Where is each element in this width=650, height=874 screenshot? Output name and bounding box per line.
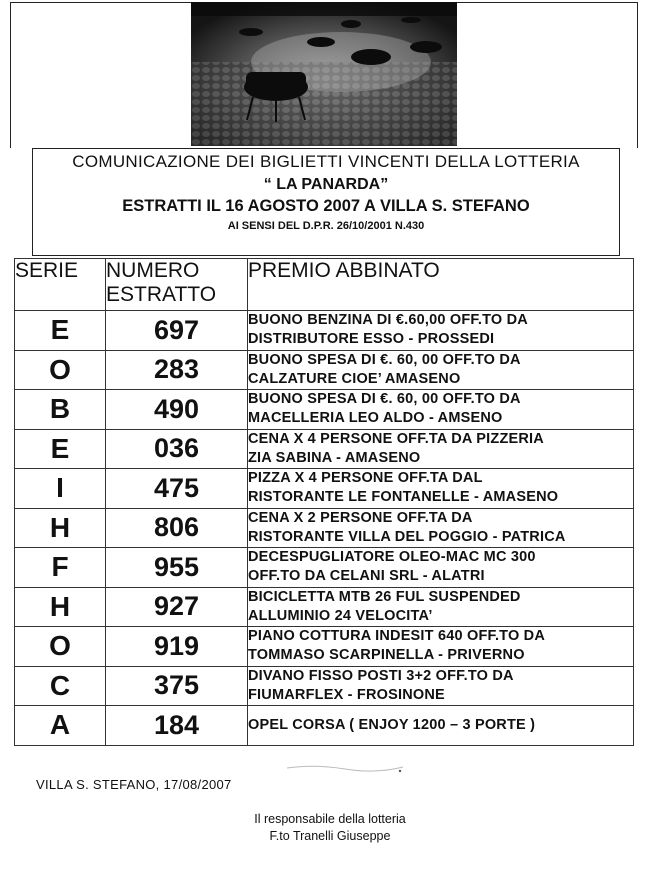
premio-cell <box>248 587 634 627</box>
premio-line: RISTORANTE VILLA DEL POGGIO - PATRICA <box>248 528 566 545</box>
lottery-name: “ LA PANARDA” <box>263 176 389 193</box>
numero-cell: 919 <box>106 627 248 667</box>
premio-line: ALLUMINIO 24 VELOCITA’ <box>248 607 433 624</box>
column-header-numero-text: NUMERO ESTRATTO <box>106 259 217 306</box>
serie-cell: E <box>15 311 106 351</box>
premio-line: BICICLETTA MTB 26 FUL SUSPENDED <box>248 588 521 605</box>
cauldrons-photo <box>191 2 457 146</box>
numero-cell: 475 <box>106 469 248 509</box>
legal-reference: AI SENSI DEL D.P.R. 26/10/2001 N.430 <box>227 220 425 232</box>
premio-line: OPEL CORSA ( ENJOY 1200 – 3 PORTE ) <box>248 716 536 733</box>
table-row <box>15 429 634 469</box>
numero-cell: 036 <box>106 429 248 469</box>
footer-date: VILLA S. STEFANO, 17/08/2007 <box>36 777 232 792</box>
table-row <box>15 311 634 351</box>
premio-cell <box>248 350 634 390</box>
premio-line: BUONO SPESA DI €. 60, 00 OFF.TO DA <box>248 391 521 408</box>
premio-line: MACELLERIA LEO ALDO - AMSENO <box>248 410 503 427</box>
announcement-header <box>32 148 620 256</box>
premio-cell <box>248 311 634 351</box>
numero-cell: 697 <box>106 311 248 351</box>
serie-cell: H <box>15 508 106 548</box>
premio-line: DIVANO FISSO POSTI 3+2 OFF.TO DA <box>248 667 514 684</box>
premio-line: BUONO BENZINA DI €.60,00 OFF.TO DA <box>248 312 528 329</box>
numero-cell: 927 <box>106 587 248 627</box>
premio-cell <box>248 429 634 469</box>
numero-cell: 375 <box>106 666 248 706</box>
numero-cell: 283 <box>106 350 248 390</box>
premio-line: OFF.TO DA CELANI SRL - ALATRI <box>248 568 485 585</box>
table-row <box>15 627 634 667</box>
winning-tickets-table <box>14 258 634 746</box>
premio-cell <box>248 706 634 746</box>
premio-cell <box>248 627 634 667</box>
premio-line: DECESPUGLIATORE OLEO-MAC MC 300 <box>248 549 536 566</box>
premio-cell <box>248 390 634 430</box>
responsible-signature <box>0 811 650 845</box>
serie-cell: A <box>15 706 106 746</box>
column-header-numero <box>106 259 248 311</box>
serie-cell: H <box>15 587 106 627</box>
responsible-title: Il responsabile della lotteria <box>254 812 406 826</box>
table-row <box>15 390 634 430</box>
premio-line: BUONO SPESA DI €. 60, 00 OFF.TO DA <box>248 351 521 368</box>
serie-cell: E <box>15 429 106 469</box>
numero-cell: 806 <box>106 508 248 548</box>
premio-line: CENA X 4 PERSONE OFF.TA DA PIZZERIA <box>248 430 544 447</box>
premio-cell <box>248 666 634 706</box>
table-row <box>15 508 634 548</box>
table-row <box>15 587 634 627</box>
serie-cell: C <box>15 666 106 706</box>
premio-line: CENA X 2 PERSONE OFF.TA DA <box>248 509 473 526</box>
table-row <box>15 548 634 588</box>
premio-line: TOMMASO SCARPINELLA - PRIVERNO <box>248 647 525 664</box>
premio-cell <box>248 548 634 588</box>
table-header-row <box>15 259 634 311</box>
premio-cell <box>248 469 634 509</box>
premio-line: RISTORANTE LE FONTANELLE - AMASENO <box>248 489 559 506</box>
column-header-serie: SERIE <box>15 259 106 311</box>
premio-line: PIZZA X 4 PERSONE OFF.TA DAL <box>248 470 483 487</box>
scan-smudge <box>285 762 405 774</box>
serie-cell: B <box>15 390 106 430</box>
numero-cell: 184 <box>106 706 248 746</box>
premio-line: DISTRIBUTORE ESSO - PROSSEDI <box>248 331 495 348</box>
premio-line: CALZATURE CIOE’ AMASENO <box>248 370 461 387</box>
header-title: COMUNICAZIONE DEI BIGLIETTI VINCENTI DELLA LOTTERIA <box>72 152 580 171</box>
premio-line: ZIA SABINA - AMASENO <box>248 449 421 466</box>
serie-cell: I <box>15 469 106 509</box>
draw-date-location: ESTRATTI IL 16 AGOSTO 2007 A VILLA S. STEFANO <box>122 197 530 215</box>
responsible-name: F.to Tranelli Giuseppe <box>269 829 391 843</box>
table-row <box>15 706 634 746</box>
numero-cell: 490 <box>106 390 248 430</box>
premio-cell <box>248 508 634 548</box>
table-row <box>15 350 634 390</box>
premio-line: PIANO COTTURA INDESIT 640 OFF.TO DA <box>248 628 546 645</box>
column-header-premio: PREMIO ABBINATO <box>248 259 634 311</box>
serie-cell: O <box>15 350 106 390</box>
premio-line: FIUMARFLEX - FROSINONE <box>248 686 445 703</box>
serie-cell: O <box>15 627 106 667</box>
serie-cell: F <box>15 548 106 588</box>
table-row <box>15 666 634 706</box>
table-row <box>15 469 634 509</box>
numero-cell: 955 <box>106 548 248 588</box>
